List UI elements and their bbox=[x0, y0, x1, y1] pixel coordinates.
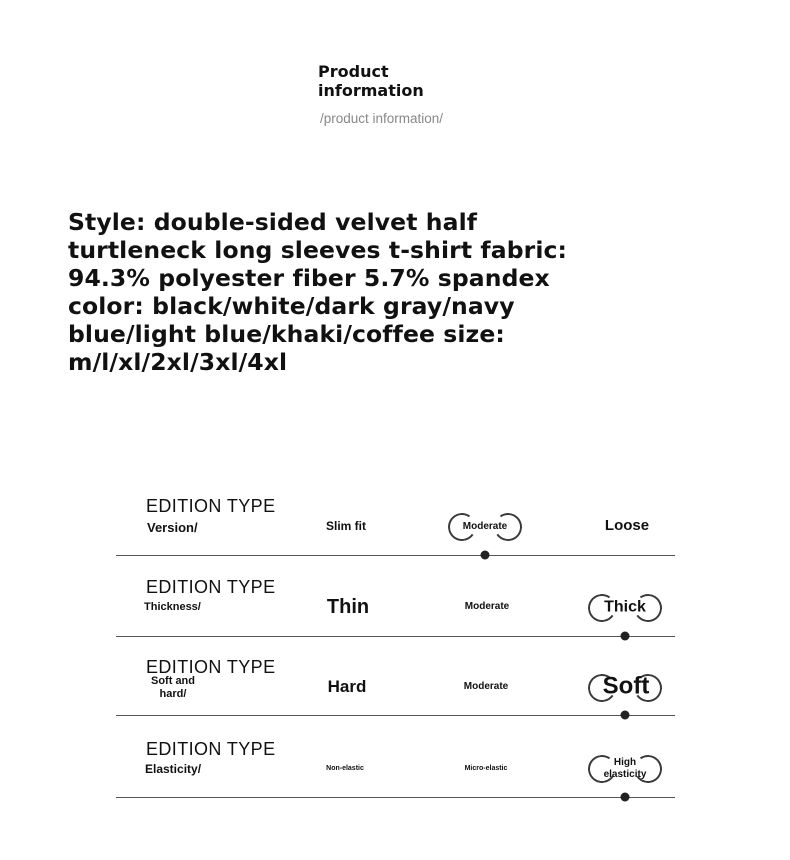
row-title: EDITION TYPE bbox=[146, 657, 276, 677]
option-hard: Hard bbox=[327, 677, 367, 696]
option-micro-elastic: Micro-elastic bbox=[464, 765, 508, 772]
scale-line bbox=[116, 555, 675, 556]
row-subtitle: Thickness/ bbox=[144, 601, 201, 613]
scale-line bbox=[116, 636, 675, 637]
scale-marker bbox=[621, 793, 630, 802]
header-title: Product information bbox=[318, 62, 424, 100]
option-thin: Thin bbox=[326, 596, 370, 618]
row-title: EDITION TYPE bbox=[146, 496, 276, 516]
option-moderate: Moderate bbox=[463, 681, 509, 692]
option-loose: Loose bbox=[604, 517, 650, 534]
header-subtitle: /product information/ bbox=[320, 111, 444, 126]
option-non-elastic: Non-elastic bbox=[326, 765, 364, 772]
scale-marker bbox=[481, 551, 490, 560]
option-moderate: Moderate bbox=[462, 521, 508, 532]
scale-marker bbox=[621, 711, 630, 720]
option-high-elasticity: High elasticity bbox=[603, 757, 647, 780]
scale-line bbox=[116, 797, 675, 798]
row-title: EDITION TYPE bbox=[146, 739, 276, 759]
scale-line bbox=[116, 715, 675, 716]
attribute-row-version bbox=[0, 496, 790, 578]
attribute-row-softness bbox=[0, 657, 790, 739]
row-subtitle: Soft and hard/ bbox=[151, 675, 195, 700]
scale-marker bbox=[621, 632, 630, 641]
option-soft: Soft bbox=[602, 672, 650, 700]
attribute-row-thickness bbox=[0, 577, 790, 659]
option-thick: Thick bbox=[604, 598, 646, 616]
option-slim-fit: Slim fit bbox=[325, 519, 367, 533]
row-subtitle: Version/ bbox=[147, 520, 198, 535]
row-subtitle: Elasticity/ bbox=[145, 762, 202, 776]
attribute-row-elasticity bbox=[0, 739, 790, 821]
product-description: Style: double-sided velvet half turtleneck long sleeves t-shirt fabric: 94.3% polyester fiber 5.7% spandex color: black/white/dark gray/navy blue/light blue/khaki/coffee size: m/l/xl/2xl/3xl/4xl bbox=[68, 208, 568, 376]
row-title: EDITION TYPE bbox=[146, 577, 276, 597]
option-moderate: Moderate bbox=[464, 601, 510, 612]
